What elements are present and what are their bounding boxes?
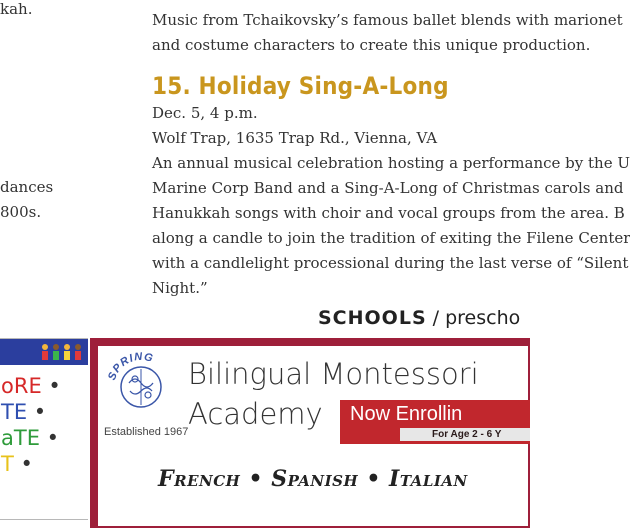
section-header-rest: / prescho bbox=[426, 307, 521, 329]
section-header-bold: SCHOOLS bbox=[318, 307, 427, 329]
left-column-text-fragment: 800s. bbox=[0, 203, 42, 221]
event-title: 15. Holiday Sing-A-Long bbox=[152, 72, 449, 100]
left-ad-fragment[interactable] bbox=[0, 338, 88, 520]
school-name-line-2: Academy bbox=[188, 397, 323, 431]
bullet-dot: • bbox=[27, 400, 47, 424]
languages-text: French • Spanish • Italian bbox=[158, 466, 468, 492]
ad-word: TE bbox=[1, 400, 28, 424]
event-description-line: with a candlelight processional during the last verse of “Silent bbox=[152, 254, 629, 272]
article-intro-line: and costume characters to create this unique production. bbox=[152, 36, 591, 54]
established-text: Established 1967 bbox=[104, 426, 189, 438]
ad-word: aTE bbox=[1, 426, 40, 450]
svg-text:SPRING: SPRING bbox=[106, 350, 155, 382]
bullet-dot: • bbox=[13, 452, 33, 476]
event-description-line: Hanukkah songs with choir and vocal groups from the area. B bbox=[152, 204, 625, 222]
ad-word-line bbox=[1, 375, 61, 397]
children-figures-icon bbox=[39, 342, 85, 364]
ad-word-line bbox=[1, 401, 46, 423]
ad-word-line bbox=[1, 427, 59, 449]
event-description-line: An annual musical celebration hosting a performance by the U bbox=[152, 154, 630, 172]
bullet-dot: • bbox=[41, 374, 61, 398]
ad-word: T bbox=[1, 452, 14, 476]
languages-list bbox=[158, 466, 468, 492]
now-enrolling-text: Now Enrollin bbox=[350, 403, 463, 425]
event-venue: Wolf Trap, 1635 Trap Rd., Vienna, VA bbox=[152, 129, 438, 147]
left-column-text-fragment: dances bbox=[0, 178, 54, 196]
school-name-line-1: Bilingual Montessori bbox=[188, 357, 479, 391]
event-description-line: Marine Corp Band and a Sing-A-Long of Christmas carols and bbox=[152, 179, 624, 197]
bullet-dot: • bbox=[39, 426, 60, 450]
left-column-text-fragment: kah. bbox=[0, 0, 33, 18]
event-date: Dec. 5, 4 p.m. bbox=[152, 104, 258, 122]
ad-word-line bbox=[1, 453, 33, 475]
event-description-line: Night.” bbox=[152, 279, 208, 297]
age-range-text: For Age 2 - 6 Y bbox=[432, 429, 502, 440]
section-header bbox=[318, 307, 520, 329]
spring-logo bbox=[104, 349, 178, 423]
article-intro-line: Music from Tchaikovsky’s famous ballet blends with marionet bbox=[152, 11, 623, 29]
event-description-line: along a candle to join the tradition of exiting the Filene Center bbox=[152, 229, 630, 247]
ad-word: oRE bbox=[1, 374, 42, 398]
